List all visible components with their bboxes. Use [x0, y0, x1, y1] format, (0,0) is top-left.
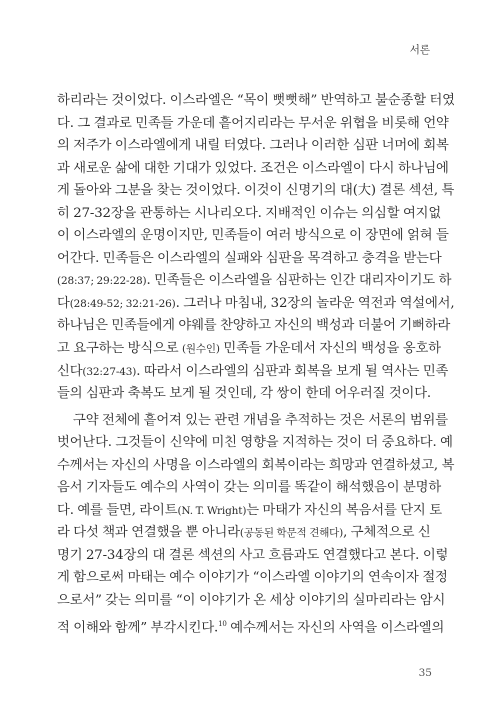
- text-line: 게 돌아와 그분을 찾는 것이었다. 이것이 신명기의 대(大) 결론 섹션, 특: [57, 183, 455, 199]
- text-line: [57, 338, 441, 361]
- running-head: 서론: [409, 44, 430, 56]
- text-line: 벗어난다. 그것들이 신약에 미친 영향을 지적하는 것이 더 중요하다. 예: [57, 435, 453, 451]
- text-line: [57, 613, 445, 636]
- text-run: 라 다섯 책과 연결했을 뿐 아니라: [57, 525, 240, 541]
- author-name-roman: (N. T. Wright): [177, 504, 247, 517]
- text-line: [57, 361, 449, 384]
- text-line: 다. 그 결과로 민족들 가운데 흩어지리라는 무서운 위협을 비롯해 언약: [57, 115, 449, 131]
- scripture-reference: (28:37; 29:22-28): [57, 275, 147, 288]
- text-run: 는 마태가 자신의 복음서를 단지 토: [246, 502, 442, 518]
- text-line: [57, 270, 452, 293]
- text-line: 하나님은 민족들에게 야웨를 찬양하고 자신의 백성과 더불어 기뻐하라: [57, 318, 451, 334]
- page-number: 35: [418, 667, 432, 679]
- text-run: 신다: [57, 363, 83, 379]
- body-text: [57, 90, 455, 635]
- text-line: 수께서는 자신의 사명을 이스라엘의 회복이라는 희망과 연결하셨고, 복: [57, 457, 455, 473]
- parenthetical-note: (원수인): [181, 343, 220, 356]
- text-run: . 그러나 마침내, 32장의 놀라운 역전과 역설에서,: [175, 295, 455, 311]
- text-line: 들의 심판과 축복도 보게 될 것인데, 각 쌍이 한데 어우러질 것이다.: [57, 386, 431, 402]
- text-run: 예수께서는 자신의 사역을 이스라엘의: [226, 620, 445, 635]
- text-line: 어간다. 민족들은 이스라엘의 실패와 심판을 목격하고 충격을 받는다: [57, 250, 442, 266]
- scripture-reference: (28:49-52; 32:21-26): [69, 297, 176, 310]
- paragraph-1: [57, 90, 455, 406]
- text-line: 의 저주가 이스라엘에게 내릴 터였다. 그러나 이러한 심판 너머에 회복: [57, 138, 449, 154]
- text-line: 히 27-32장을 관통하는 시나리오다. 지배적인 이슈는 의심할 여지없: [57, 205, 442, 221]
- parenthetical-note: (공동된 학문적 견해다): [239, 527, 344, 540]
- text-line: [57, 500, 442, 523]
- text-line: [57, 293, 455, 316]
- scripture-reference: (32:27-43): [82, 365, 137, 378]
- text-run: 민족들 가운데서 자신의 백성을 옹호하: [219, 341, 441, 357]
- footnote-marker[interactable]: 10: [218, 619, 227, 628]
- text-line: [57, 522, 431, 545]
- text-line: 게 함으로써 마태는 예수 이야기가 “이스라엘 이야기의 연속이자 절정: [57, 570, 448, 586]
- paragraph-2: [57, 410, 455, 635]
- text-line: 음서 기자들도 예수의 사역이 갖는 의미를 똑같이 해석했음이 분명하: [57, 480, 442, 496]
- text-line: 이 이스라엘의 운명이지만, 민족들이 여러 방식으로 이 장면에 얽혀 들: [57, 228, 449, 244]
- text-line: 과 새로운 삶에 대한 기대가 있었다. 조건은 이스라엘이 다시 하나님에: [57, 160, 449, 176]
- text-run: 다. 예를 들면, 라이트: [57, 502, 178, 518]
- text-run: . 따라서 이스라엘의 심판과 회복을 보게 될 역사는 민족: [136, 363, 449, 379]
- text-line: 구약 전체에 흩어져 있는 관련 개념을 추적하는 것은 서론의 범위를: [73, 412, 448, 428]
- text-line: 하리라는 것이었다. 이스라엘은 “목이 뻣뻣해” 반역하고 불순종할 터였: [57, 93, 455, 108]
- text-run: . 민족들은 이스라엘을 심판하는 인간 대리자이기도 하: [146, 273, 452, 289]
- text-line: 명기 27-34장의 대 결론 섹션의 사고 흐름과도 연결했다고 본다. 이렇: [57, 547, 449, 563]
- text-run: , 구체적으로 신: [343, 525, 431, 541]
- text-run: 고 요구하는 방식으로: [57, 341, 182, 357]
- text-run: 적 이해와 함께” 부각시킨다.: [57, 620, 219, 635]
- text-line: 으로서” 갖는 의미를 “이 이야기가 온 세상 이야기의 실마리라는 암시: [57, 593, 446, 609]
- text-run: 다: [57, 295, 70, 311]
